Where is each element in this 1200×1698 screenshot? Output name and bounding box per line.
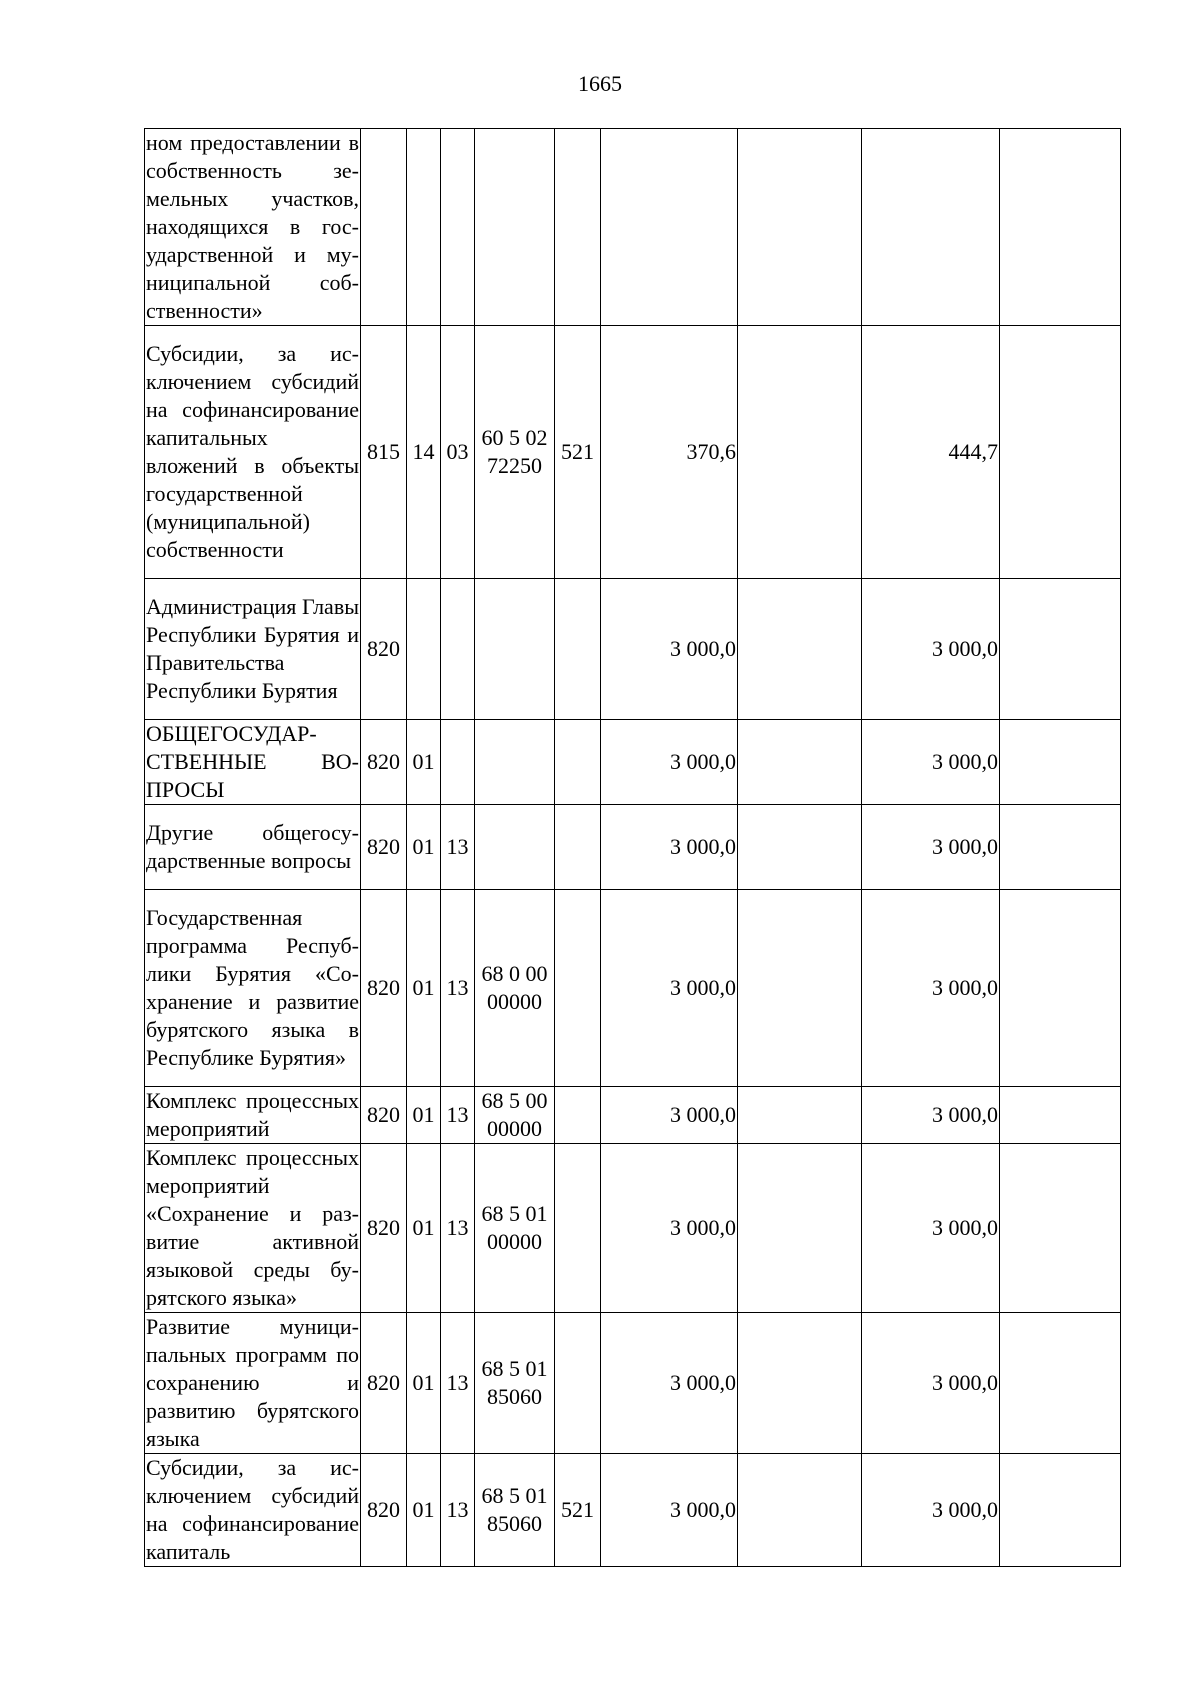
section-code: 01 (407, 720, 441, 805)
amount-1 (601, 129, 738, 326)
table-row (145, 720, 1121, 805)
ministry-code: 820 (361, 805, 407, 890)
amount-4 (1000, 890, 1121, 1087)
subsection-code (441, 720, 475, 805)
amount-2 (738, 1144, 862, 1313)
subsection-code (441, 129, 475, 326)
subsection-code: 13 (441, 1144, 475, 1313)
amount-1: 3 000,0 (601, 720, 738, 805)
amount-3: 444,7 (862, 326, 1000, 579)
amount-4 (1000, 1144, 1121, 1313)
amount-1: 3 000,0 (601, 890, 738, 1087)
target-article-code (475, 129, 555, 326)
amount-3: 3 000,0 (862, 1087, 1000, 1144)
expense-type-code (555, 129, 601, 326)
target-article-code: 68 5 01 85060 (475, 1454, 555, 1567)
amount-3: 3 000,0 (862, 805, 1000, 890)
item-name: ОБЩЕГОСУДАРСТВЕННЫЕ ВОПРОСЫ (145, 720, 361, 805)
amount-1: 3 000,0 (601, 805, 738, 890)
subsection-code: 13 (441, 805, 475, 890)
item-name: ном предоставлении в собственность земельных участков, находящихся в государственной и муниципальной собственности» (145, 129, 361, 326)
table-row (145, 129, 1121, 326)
amount-3: 3 000,0 (862, 1144, 1000, 1313)
ministry-code: 820 (361, 1087, 407, 1144)
amount-4 (1000, 805, 1121, 890)
amount-3 (862, 129, 1000, 326)
amount-1: 3 000,0 (601, 1087, 738, 1144)
ministry-code: 820 (361, 1454, 407, 1567)
item-name: Государственная программа Республики Бурятия «Сохранение и развитие бурятского языка в Республике Бурятия» (145, 890, 361, 1087)
amount-1: 3 000,0 (601, 1144, 738, 1313)
target-article-code: 68 5 01 85060 (475, 1313, 555, 1454)
subsection-code (441, 579, 475, 720)
amount-2 (738, 890, 862, 1087)
amount-2 (738, 720, 862, 805)
ministry-code: 815 (361, 326, 407, 579)
amount-3: 3 000,0 (862, 1454, 1000, 1567)
subsection-code: 13 (441, 1087, 475, 1144)
expense-type-code (555, 1144, 601, 1313)
target-article-code (475, 720, 555, 805)
item-name: Администрация Главы Республики Бурятия и Правительства Республики Бурятия (145, 579, 361, 720)
amount-2 (738, 1087, 862, 1144)
expense-type-code (555, 1313, 601, 1454)
amount-3: 3 000,0 (862, 579, 1000, 720)
subsection-code: 03 (441, 326, 475, 579)
ministry-code: 820 (361, 1313, 407, 1454)
item-name: Субсидии, за исключением субсидий на софинансирование капиталь (145, 1454, 361, 1567)
section-code: 01 (407, 890, 441, 1087)
amount-4 (1000, 129, 1121, 326)
target-article-code (475, 579, 555, 720)
amount-3: 3 000,0 (862, 720, 1000, 805)
amount-4 (1000, 326, 1121, 579)
ministry-code: 820 (361, 720, 407, 805)
expense-type-code (555, 805, 601, 890)
table-row (145, 890, 1121, 1087)
section-code (407, 129, 441, 326)
amount-1: 3 000,0 (601, 1313, 738, 1454)
target-article-code (475, 805, 555, 890)
amount-1: 3 000,0 (601, 579, 738, 720)
section-code: 01 (407, 1313, 441, 1454)
ministry-code: 820 (361, 1144, 407, 1313)
amount-2 (738, 1313, 862, 1454)
amount-2 (738, 805, 862, 890)
section-code: 01 (407, 1454, 441, 1567)
amount-4 (1000, 579, 1121, 720)
expense-type-code (555, 890, 601, 1087)
amount-4 (1000, 1454, 1121, 1567)
section-code: 01 (407, 1144, 441, 1313)
table-row (145, 1313, 1121, 1454)
table-row (145, 1144, 1121, 1313)
table-row (145, 1454, 1121, 1567)
budget-table (144, 128, 1121, 1567)
expense-type-code (555, 720, 601, 805)
item-name: Развитие муниципальных программ по сохранению и развитию бурятского языка (145, 1313, 361, 1454)
target-article-code: 60 5 02 72250 (475, 326, 555, 579)
section-code: 14 (407, 326, 441, 579)
ministry-code: 820 (361, 890, 407, 1087)
amount-2 (738, 326, 862, 579)
target-article-code: 68 5 00 00000 (475, 1087, 555, 1144)
target-article-code: 68 0 00 00000 (475, 890, 555, 1087)
section-code (407, 579, 441, 720)
expense-type-code: 521 (555, 326, 601, 579)
table-row (145, 805, 1121, 890)
table-row (145, 326, 1121, 579)
item-name: Другие общегосударственные вопросы (145, 805, 361, 890)
table-row (145, 579, 1121, 720)
amount-4 (1000, 720, 1121, 805)
expense-type-code (555, 1087, 601, 1144)
amount-3: 3 000,0 (862, 890, 1000, 1087)
amount-4 (1000, 1313, 1121, 1454)
amount-1: 370,6 (601, 326, 738, 579)
page-number: 1665 (578, 71, 622, 96)
amount-1: 3 000,0 (601, 1454, 738, 1567)
amount-2 (738, 1454, 862, 1567)
item-name: Комплекс процессных мероприятий (145, 1087, 361, 1144)
ministry-code (361, 129, 407, 326)
amount-2 (738, 579, 862, 720)
amount-2 (738, 129, 862, 326)
expense-type-code: 521 (555, 1454, 601, 1567)
table-row (145, 1087, 1121, 1144)
item-name: Субсидии, за исключением субсидий на софинансирование капитальных вложений в объекты государственной (муниципальной) собственности (145, 326, 361, 579)
subsection-code: 13 (441, 1313, 475, 1454)
section-code: 01 (407, 805, 441, 890)
item-name: Комплекс процессных мероприятий «Сохранение и развитие активной языковой среды бурятского языка» (145, 1144, 361, 1313)
expense-type-code (555, 579, 601, 720)
section-code: 01 (407, 1087, 441, 1144)
subsection-code: 13 (441, 890, 475, 1087)
subsection-code: 13 (441, 1454, 475, 1567)
target-article-code: 68 5 01 00000 (475, 1144, 555, 1313)
amount-4 (1000, 1087, 1121, 1144)
ministry-code: 820 (361, 579, 407, 720)
amount-3: 3 000,0 (862, 1313, 1000, 1454)
